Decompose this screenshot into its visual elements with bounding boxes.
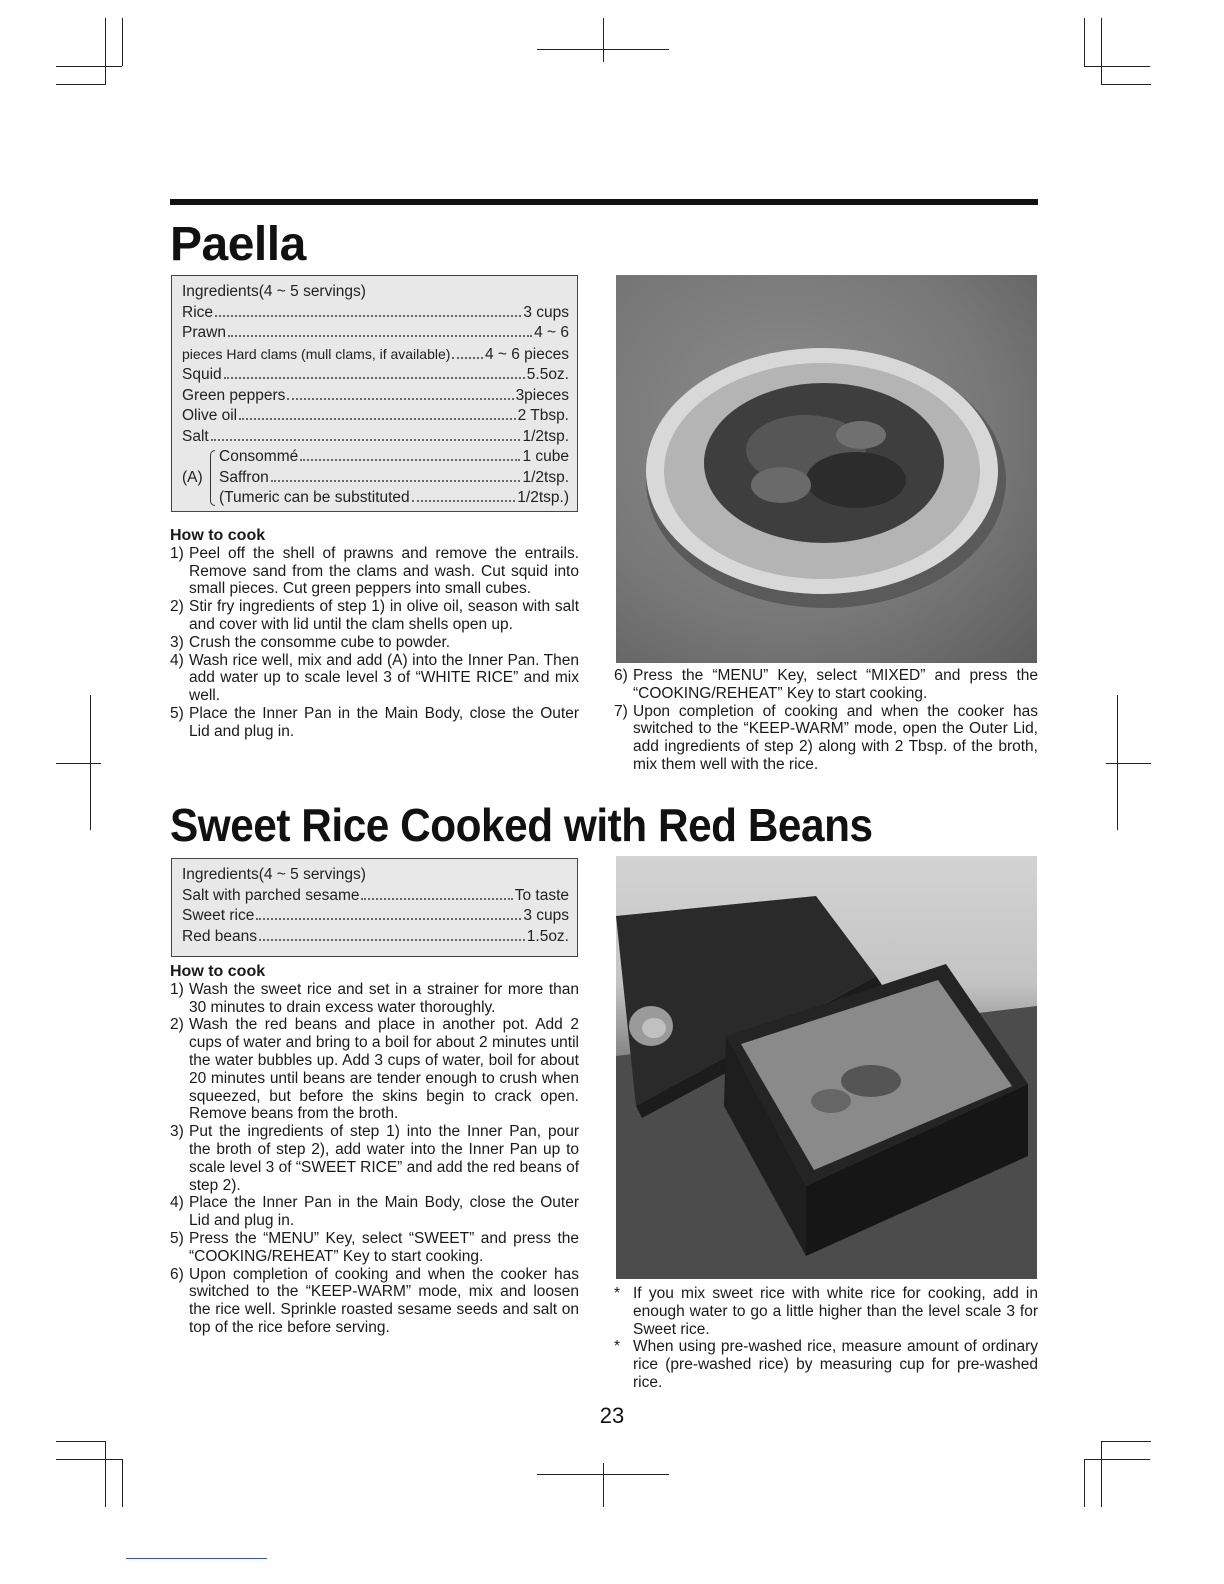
step-item: 2) Stir fry ingredients of step 1) in olive oil, season with salt and cover with lid until the clam shells open up. — [170, 598, 579, 633]
lacquer-box-image — [616, 856, 1037, 1279]
ingredient-row: Saffron 1/2tsp. — [219, 468, 569, 486]
how-to-cook-heading: How to cook — [170, 963, 266, 980]
paella-final-steps — [614, 667, 1038, 774]
paella-plate-image — [616, 275, 1037, 663]
group-label: (A) — [182, 468, 203, 486]
recipe-title-paella: Paella — [170, 218, 306, 271]
brace-icon — [210, 450, 215, 506]
how-to-cook-heading: How to cook — [170, 527, 266, 544]
step-item: 6) Upon completion of cooking and when the cooker has switched to the “KEEP-WARM” mode, mix and loosen the rice well. Sprinkle roasted sesame seeds and salt on top of the rice before serving. — [170, 1265, 579, 1336]
footer-link-line — [126, 1558, 267, 1559]
step-item: 1) Peel off the shell of prawns and remove the entrails. Remove sand from the clams and wash. Cut squid into small pieces. Cut green peppers into small cubes. — [170, 544, 579, 598]
ingredients-heading: Ingredients(4 ~ 5 servings) — [182, 283, 366, 300]
how-to-cook-sweet-rice — [170, 963, 579, 1337]
ingredient-row: Sweet rice 3 cups — [182, 907, 569, 924]
step-item: 1) Wash the sweet rice and set in a strainer for more than 30 minutes to drain excess water thoroughly. — [170, 980, 579, 1016]
note-item: * If you mix sweet rice with white rice for cooking, add in enough water to go a little higher than the level scale 3 for Sweet rice. — [614, 1285, 1038, 1338]
page-number: 23 — [599, 1403, 625, 1428]
ingredient-row: Prawn 4 ~ 6 — [182, 324, 569, 341]
ingredient-row: Consommé 1 cube — [219, 448, 569, 465]
step-item: 3) Crush the consomme cube to powder. — [170, 633, 451, 651]
step-item: 2) Wash the red beans and place in another pot. Add 2 cups of water and bring to a boil for about 2 minutes until the water bubbles up. Add 3 cups of water, boil for about 20 minutes until beans are tender enough to crush when squeezed, but before the skins begin to crack open. Remove beans from the broth. — [170, 1016, 579, 1123]
how-to-cook-paella — [170, 527, 579, 741]
ingredients-box-paella — [171, 275, 578, 512]
step-item: 3) Put the ingredients of step 1) into the Inner Pan, pour the broth of step 2), add water into the Inner Pan up to scale level 3 of “SWEET RICE” and add the red beans of step 2). — [170, 1123, 579, 1194]
step-item: 4) Place the Inner Pan in the Main Body, close the Outer Lid and plug in. — [170, 1194, 579, 1230]
recipe-title-sweet-rice: Sweet Rice Cooked with Red Beans — [170, 799, 873, 851]
ingredient-row: Squid 5.5oz. — [182, 366, 569, 383]
step-item: 6) Press the “MENU” Key, select “MIXED” and press the “COOKING/REHEAT” Key to start cooking. — [614, 667, 1038, 702]
sweet-rice-photo — [616, 856, 1037, 1279]
ingredient-row: Olive oil 2 Tbsp. — [182, 407, 569, 424]
step-item: 4) Wash rice well, mix and add (A) into the Inner Pan. Then add water up to scale level 3 of “WHITE RICE” and mix well. — [170, 651, 579, 705]
ingredient-row: Green peppers 3pieces — [182, 386, 569, 404]
ingredient-row: (Tumeric can be substituted 1/2tsp.) — [219, 489, 569, 506]
header-rule — [170, 199, 1038, 205]
step-item: 7) Upon completion of cooking and when the cooker has switched to the “KEEP-WARM” mode, open the Outer Lid, add ingredients of step 2) along with 2 Tbsp. of the broth, mix them well with the rice. — [614, 702, 1038, 773]
note-item: * When using pre-washed rice, measure amount of ordinary rice (pre-washed rice) by measuring cup for pre-washed rice. — [614, 1338, 1038, 1391]
step-item: 5) Place the Inner Pan in the Main Body, close the Outer Lid and plug in. — [170, 704, 579, 740]
ingredients-heading: Ingredients(4 ~ 5 servings) — [182, 866, 366, 883]
ingredient-row: pieces Hard clams (mull clams, if available) 4 ~ 6 pieces — [182, 345, 569, 363]
ingredient-row: Red beans 1.5oz. — [182, 927, 569, 945]
paella-photo — [616, 275, 1037, 663]
ingredient-row: Rice 3 cups — [182, 303, 569, 321]
ingredient-row: Salt with parched sesame To taste — [182, 886, 569, 904]
sweet-rice-notes — [614, 1285, 1038, 1392]
ingredient-row: Salt 1/2tsp. — [182, 427, 569, 445]
ingredient-group-a — [182, 447, 569, 509]
step-item: 5) Press the “MENU” Key, select “SWEET” and press the “COOKING/REHEAT” Key to start cooking. — [170, 1229, 579, 1265]
ingredients-box-sweet-rice — [171, 858, 578, 957]
